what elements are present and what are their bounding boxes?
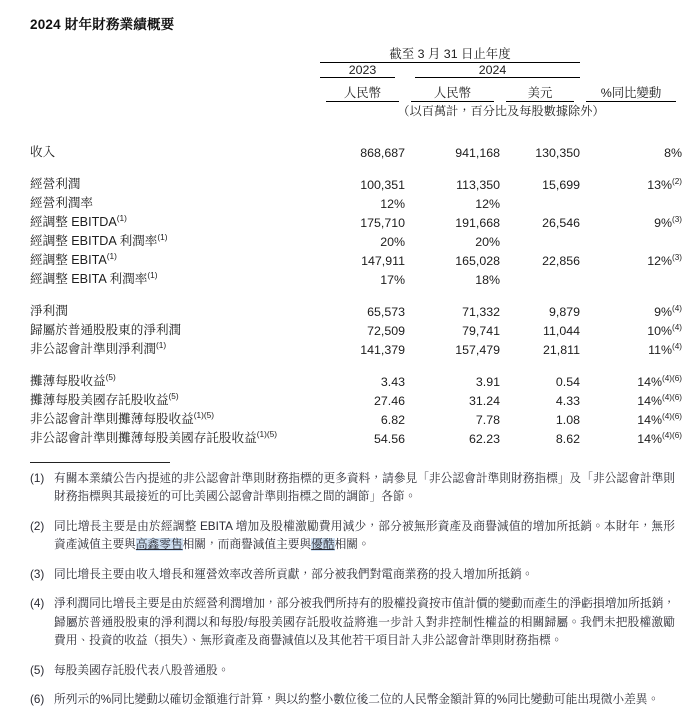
row-value: 79,741 — [462, 324, 500, 338]
row-value-yoy: 13%$^{(2)}$ — [647, 176, 682, 192]
row-value: 7.78 — [475, 413, 500, 427]
row-value-yoy: 11%$^{(4)}$ — [648, 341, 682, 357]
row-label: 經調整 EBITDA$^{(1)}$ — [30, 212, 127, 229]
table-row — [30, 319, 682, 338]
row-value: 71,332 — [462, 305, 500, 319]
table-row — [30, 230, 682, 249]
footnote-number: (1) — [30, 472, 45, 485]
footnote-number: (2) — [30, 519, 45, 533]
value-footnote-marker: (4)(6) — [662, 411, 682, 421]
row-value: 22,856 — [542, 254, 580, 268]
row-value-yoy: 14%$^{(4)(6)}$ — [637, 373, 682, 389]
table-row — [30, 211, 682, 230]
currency-header-cny-2024: 人民幣 — [433, 86, 472, 100]
table-row — [30, 249, 682, 268]
row-value: 12% — [475, 197, 500, 211]
row-label: 經調整 EBITDA 利潤率$^{(1)}$ — [30, 231, 168, 248]
row-value: 1.08 — [555, 413, 580, 427]
row-label: 攤薄每股收益$^{(5)}$ — [30, 371, 116, 388]
footnote-separator — [30, 462, 170, 463]
row-value: 72,509 — [367, 324, 405, 338]
units-note-row — [30, 102, 682, 119]
row-label: 收入 — [30, 145, 56, 159]
table-row — [30, 427, 682, 446]
header-spacer-right — [580, 44, 682, 62]
footnote-link[interactable]: 優酷 — [311, 538, 335, 552]
row-value-yoy: 12%$^{(3)}$ — [647, 252, 682, 268]
value-footnote-marker: (2) — [672, 176, 682, 186]
label-footnote-marker: (5) — [168, 390, 179, 401]
row-group-spacer — [30, 357, 682, 370]
footnote-item — [30, 662, 675, 680]
currency-header-row — [30, 83, 682, 101]
spacer — [30, 119, 682, 141]
label-footnote-marker: (1) — [116, 212, 127, 223]
row-value: 62.23 — [468, 432, 500, 446]
footnote-text: 所列示的%同比變動以確切金額進行計算，與以約整小數位後二位的人民幣金額計算的%同比變動可能出現微小差異。 — [54, 693, 660, 707]
footnote-number: (6) — [30, 693, 45, 707]
row-value: 54.56 — [373, 432, 405, 446]
currency-header-usd-2024: 美元 — [527, 86, 553, 100]
label-footnote-marker: (1) — [155, 339, 167, 350]
row-value: 9,879 — [548, 305, 580, 319]
label-footnote-marker: (5) — [105, 371, 116, 382]
value-footnote-marker: (3) — [672, 252, 682, 262]
year-header-spacer — [30, 63, 320, 77]
row-value: 20% — [475, 235, 500, 249]
year-header-2023: 2023 — [348, 63, 377, 77]
currency-header-spacer — [30, 83, 320, 101]
footnote-item — [30, 470, 675, 507]
currency-header-yoy-change: %同比變動 — [600, 86, 662, 100]
footnote-item — [30, 518, 675, 555]
row-value: 4.33 — [555, 394, 580, 408]
row-value: 3.43 — [380, 375, 405, 389]
table-row — [30, 192, 682, 211]
row-value: 8.62 — [555, 432, 580, 446]
footnote-item — [30, 691, 675, 709]
row-value: 868,687 — [360, 146, 405, 160]
table-row — [30, 173, 682, 192]
row-value — [500, 230, 580, 249]
row-value: 3.91 — [475, 375, 500, 389]
footnote-text: 同比增長主要是由於經調整 EBITA 增加及股權激勵費用減少，部分被無形資產及商譽減值的增加所抵銷。本財年，無形資產減值主要與高鑫零售相關，而商譽減值主要與優酷相關。 — [54, 519, 675, 552]
row-value: 6.82 — [380, 413, 405, 427]
footnotes-list — [30, 470, 675, 721]
row-value: 141,379 — [360, 343, 405, 357]
spacer — [30, 287, 682, 300]
row-label: 非公認會計準則攤薄每股美國存託股收益$^{(1)(5)}$ — [30, 428, 277, 445]
value-footnote-marker: (4)(6) — [662, 430, 682, 440]
label-footnote-marker: (1)(5) — [256, 428, 277, 439]
table-row — [30, 338, 682, 357]
year-header-spacer-right — [580, 63, 682, 77]
financial-summary-table — [30, 44, 682, 446]
row-label: 淨利潤 — [30, 304, 68, 318]
row-value-yoy — [580, 230, 682, 249]
row-value: 0.54 — [555, 375, 580, 389]
row-value-yoy: 8% — [664, 146, 682, 160]
row-group-spacer — [30, 287, 682, 300]
row-group-spacer — [30, 160, 682, 173]
row-value-yoy: 14%$^{(4)(6)}$ — [637, 392, 682, 408]
row-value: 17% — [380, 273, 405, 287]
row-value: 12% — [380, 197, 405, 211]
page-title: 2024 財年財務業績概要 — [30, 17, 175, 32]
period-header-row — [30, 44, 682, 62]
row-value: 26,546 — [542, 216, 580, 230]
row-value: 175,710 — [360, 216, 405, 230]
row-label: 經營利潤率 — [30, 196, 93, 210]
footnote-item — [30, 566, 675, 584]
value-footnote-marker: (4) — [672, 303, 682, 313]
row-value-yoy — [580, 268, 682, 287]
row-value: 113,350 — [456, 178, 500, 192]
footnote-number: (5) — [30, 663, 45, 677]
row-value: 165,028 — [455, 254, 500, 268]
table-row — [30, 141, 682, 160]
row-value: 130,350 — [535, 146, 580, 160]
units-note-spacer — [30, 102, 320, 119]
label-footnote-marker: (1) — [147, 269, 158, 280]
spacer — [30, 160, 682, 173]
value-footnote-marker: (4)(6) — [662, 373, 682, 383]
row-value: 65,573 — [367, 305, 405, 319]
footnote-link[interactable]: 高鑫零售 — [135, 538, 183, 552]
row-label: 非公認會計準則攤薄每股收益$^{(1)(5)}$ — [30, 409, 214, 426]
footnote-text: 淨利潤同比增長主要是由於經營利潤增加，部分被我們所持有的股權投資按市值計價的變動而產生的淨虧損增加所抵銷，歸屬於普通股股東的淨利潤以和每股/每股美國存託股收益將進一步計入對非控制性權益的相關歸屬。我們未把股權激勵費用、投資的收益（損失）、無形資產及商譽減值以及其他若干項目計入非公認會計準則財務指標。 — [54, 597, 675, 648]
row-value: 100,351 — [360, 178, 405, 192]
row-value: 191,668 — [455, 216, 500, 230]
row-value: 157,479 — [455, 343, 500, 357]
value-footnote-marker: (4)(6) — [662, 392, 682, 402]
row-value-yoy — [580, 192, 682, 211]
table-row — [30, 389, 682, 408]
currency-header-cny-2023: 人民幣 — [343, 86, 382, 100]
row-value: 31.24 — [468, 394, 500, 408]
row-value-yoy: 9%$^{(4)}$ — [654, 303, 682, 319]
row-label: 經調整 EBITA$^{(1)}$ — [30, 250, 117, 267]
footnote-item — [30, 595, 675, 650]
value-footnote-marker: (3) — [672, 214, 682, 224]
table-row — [30, 268, 682, 287]
footnote-text: 每股美國存託股代表八股普通股。 — [54, 663, 230, 677]
table-row — [30, 300, 682, 319]
footnote-text: 有關本業績公告內提述的非公認會計準則財務指標的更多資料，請參見「非公認會計準則財務指標」及「非公認會計準則財務指標與其最接近的可比美國公認會計準則指標之間的調節」各節。 — [54, 472, 675, 504]
footnote-text: 同比增長主要由收入增長和運營效率改善所貢獻，部分被我們對電商業務的投入增加所抵銷。 — [54, 567, 534, 581]
header-spacer — [30, 44, 320, 62]
value-footnote-marker: (4) — [672, 341, 682, 351]
row-value-yoy: 9%$^{(3)}$ — [654, 214, 682, 230]
row-label: 經調整 EBITA 利潤率$^{(1)}$ — [30, 269, 158, 286]
label-footnote-marker: (1)(5) — [193, 409, 214, 420]
row-value — [500, 192, 580, 211]
row-value: 11,044 — [543, 324, 580, 338]
row-value: 27.46 — [373, 394, 405, 408]
row-value-yoy: 14%$^{(4)(6)}$ — [637, 430, 682, 446]
table-header — [30, 44, 682, 119]
row-value — [500, 268, 580, 287]
row-value-yoy: 10%$^{(4)}$ — [647, 322, 682, 338]
spacer — [30, 357, 682, 370]
year-header-2024: 2024 — [478, 63, 507, 77]
label-footnote-marker: (1) — [157, 231, 168, 242]
row-label: 非公認會計準則淨利潤$^{(1)}$ — [30, 339, 167, 356]
label-footnote-marker: (1) — [106, 250, 117, 261]
table-row — [30, 370, 682, 389]
row-value: 15,699 — [542, 178, 580, 192]
row-value: 20% — [380, 235, 405, 249]
row-group-spacer — [30, 119, 682, 141]
footnote-number: (4) — [30, 597, 45, 611]
period-header: 截至 3 月 31 日止年度 — [389, 47, 511, 61]
row-value: 18% — [475, 273, 500, 287]
table-body — [30, 119, 682, 446]
units-note: （以百萬計，百分比及每股數據除外） — [397, 104, 605, 118]
footnote-number: (3) — [30, 567, 45, 581]
row-value-yoy: 14%$^{(4)(6)}$ — [637, 411, 682, 427]
row-value: 21,811 — [543, 343, 580, 357]
row-label: 經營利潤 — [30, 177, 81, 191]
value-footnote-marker: (4) — [672, 322, 682, 332]
row-label: 攤薄每股美國存託股收益$^{(5)}$ — [30, 390, 179, 407]
row-label: 歸屬於普通股股東的淨利潤 — [30, 323, 182, 337]
year-header-row — [30, 63, 682, 77]
table-row — [30, 408, 682, 427]
row-value: 941,168 — [455, 146, 500, 160]
row-value: 147,911 — [361, 254, 405, 268]
